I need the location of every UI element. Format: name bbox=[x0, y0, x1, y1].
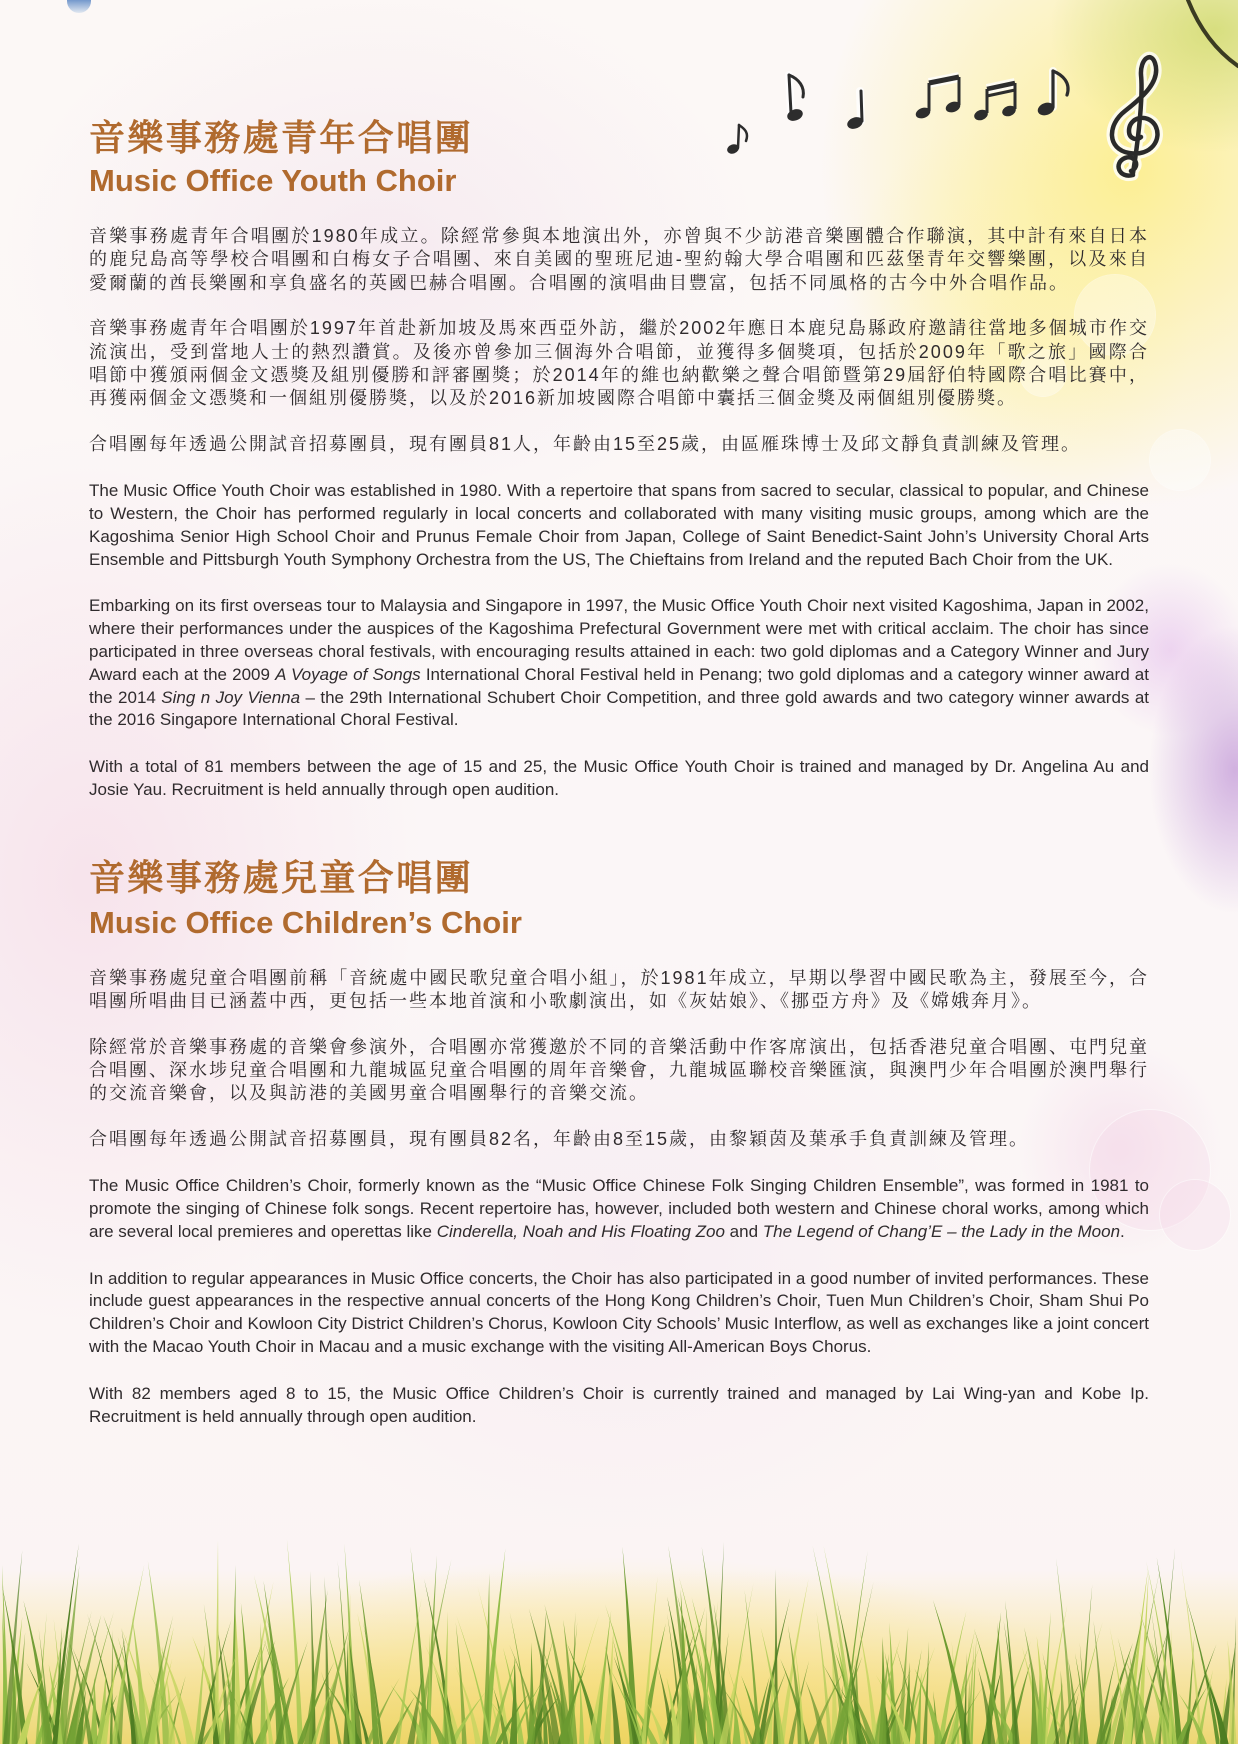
youth-choir-members-zh: 合唱團每年透過公開試音招募團員，現有團員81人，年齡由15至25歲，由區雁珠博士及邱文靜負責訓練及管理。 bbox=[89, 433, 1082, 454]
grass-decoration bbox=[0, 1530, 1238, 1744]
text-segment: International Choral Festival held in Penang; two gold diplomas and a category winner award at the 2014 bbox=[89, 664, 1149, 707]
children-choir-members-en: With 82 members aged 8 to 15, the Music Office Children’s Choir is currently trained and managed by Lai Wing-yan and Kobe Ip. Recruitment is held annually through open audition. bbox=[89, 1383, 1149, 1426]
children-choir-intro-zh: 音樂事務處兒童合唱團前稱「音統處中國民歌兒童合唱小組」，於1981年成立，早期以學習中國民歌為主，發展至今，合唱團所唱曲目已涵蓋中西，更包括一些本地首演和小歌劇演出，如《灰姑娘》、《挪亞方舟》及《嫦娥奔月》。 bbox=[89, 967, 1149, 1012]
youth-choir-tours-en bbox=[89, 595, 1149, 732]
vine-stroke bbox=[1188, 0, 1238, 66]
paint-fleck bbox=[67, 0, 91, 13]
operetta-title: Cinderella, Noah and His Floating Zoo bbox=[436, 1221, 725, 1241]
festival-name: A Voyage of Songs bbox=[275, 664, 421, 684]
youth-choir-members-en: With a total of 81 members between the age of 15 and 25, the Music Office Youth Choir is trained and managed by Dr. Angelina Au and Josie Yau. Recruitment is held annually through open audition. bbox=[89, 757, 1149, 800]
page-content bbox=[89, 118, 1149, 1428]
music-note-icon bbox=[786, 75, 805, 123]
operetta-title: The Legend of Chang’E – the Lady in the Moon bbox=[762, 1221, 1121, 1241]
music-note-icon bbox=[1036, 71, 1068, 118]
youth-choir-title-zh: 音樂事務處青年合唱團 bbox=[89, 117, 474, 158]
text-segment: The Music Office Children’s Choir, formerly known as the “Music Office Chinese Folk Singing Children Ensemble”, was formed in 1981 to promote the singing of Chinese folk songs. Recent repertoire has, however, included both western and Chinese choral works, among which are several local premieres and operettas like bbox=[89, 1176, 1149, 1241]
children-choir-title-en: Music Office Children’s Choir bbox=[89, 904, 522, 940]
children-choir-title-zh: 音樂事務處兒童合唱團 bbox=[89, 856, 474, 898]
music-note-icon bbox=[973, 83, 1018, 122]
text-segment: – the 29th International Schubert Choir Competition, and three gold awards and two category winner awards at the 2016 Singapore International Choral Festival. bbox=[89, 687, 1149, 730]
music-note-icon bbox=[914, 77, 962, 120]
children-choir-history-en bbox=[89, 1175, 1149, 1243]
youth-choir-intro-zh: 音樂事務處青年合唱團於1980年成立。除經常參與本地演出外，亦曾與不少訪港音樂團體合作聯演，其中計有來自日本的鹿兒島高等學校合唱團和白梅女子合唱團、來自美國的聖班尼迪-聖約翰大學合唱團和匹茲堡青年交響樂團，以及來自愛爾蘭的酋長樂團和享負盛名的英國巴赫合唱團。合唱團的演唱曲目豐富，包括不同風格的古今中外合唱作品。 bbox=[89, 226, 1149, 293]
youth-choir-title-en: Music Office Youth Choir bbox=[89, 163, 457, 198]
festival-name: Sing n Joy Vienna bbox=[161, 687, 301, 707]
bokeh-circle bbox=[1150, 430, 1210, 490]
text-segment: and bbox=[724, 1221, 763, 1241]
text-segment: Embarking on its first overseas tour to Malaysia and Singapore in 1997, the Music Office Youth Choir next visited Kagoshima, Japan in 2002, where their performances under the auspices of the Kagoshima Prefectural Government were met with critical acclaim. The choir has since participated in three overseas choral festivals, with encouraging results attained in each: two gold diplomas and a Category Winner and Jury Award each at the 2009 bbox=[89, 596, 1149, 684]
children-choir-members-zh: 合唱團每年透過公開試音招募團員，現有團員82名，年齡由8至15歲，由黎穎茵及葉承手負責訓練及管理。 bbox=[89, 1128, 1030, 1149]
children-choir-performances-zh: 除經常於音樂事務處的音樂會參演外，合唱團亦常獲邀於不同的音樂活動中作客席演出，包括香港兒童合唱團、屯門兒童合唱團、深水埗兒童合唱團和九龍城區兒童合唱團的周年音樂會，九龍城區聯校音樂匯演，與澳門少年合唱團於澳門舉行的交流音樂會，以及與訪港的美國男童合唱團舉行的音樂交流。 bbox=[89, 1036, 1149, 1104]
bokeh-circle bbox=[1160, 1180, 1230, 1250]
youth-choir-section bbox=[89, 118, 1149, 802]
youth-choir-history-en: The Music Office Youth Choir was established in 1980. With a repertoire that spans from sacred to secular, classical to popular, and Chinese to Western, the Choir has performed regularly in local concerts and collaborated with many visiting music groups, among which are the Kagoshima Senior High School Choir and Prunus Female Choir from Japan, College of Saint Benedict-Saint John’s University Choral Arts Ensemble and Pittsburgh Youth Symphony Orchestra from the US, The Chieftains from Ireland and the reputed Bach Choir from the UK. bbox=[89, 481, 1149, 569]
children-choir-performances-en: In addition to regular appearances in Music Office concerts, the Choir has also participated in a good number of invited performances. These include guest appearances in the respective annual concerts of the Hong Kong Children’s Choir, Tuen Mun Children’s Choir, Sham Shui Po Children’s Choir and Kowloon City District Children’s Chorus, Kowloon City Schools’ Music Interflow, as well as exchanges like a joint concert with the Macao Youth Choir in Macau and a music exchange with the visiting All-American Boys Chorus. bbox=[89, 1268, 1149, 1357]
text-segment: . bbox=[1120, 1221, 1125, 1241]
youth-choir-tours-zh: 音樂事務處青年合唱團於1997年首赴新加坡及馬來西亞外訪，繼於2002年應日本鹿兒島縣政府邀請往當地多個城市作交流演出，受到當地人士的熱烈讚賞。及後亦曾參加三個海外合唱節，並獲得多個獎項，包括於2009年「歌之旅」國際合唱節中獲頒兩個金文憑獎及組別優勝和評審團獎；於2014年的維也納歡樂之聲合唱節暨第29屆舒伯特國際合唱比賽中，再獲兩個金文憑獎和一個組別優勝獎，以及於2016新加坡國際合唱節中囊括三個金獎及兩個組別優勝獎。 bbox=[89, 318, 1149, 409]
children-choir-section bbox=[89, 858, 1149, 1429]
